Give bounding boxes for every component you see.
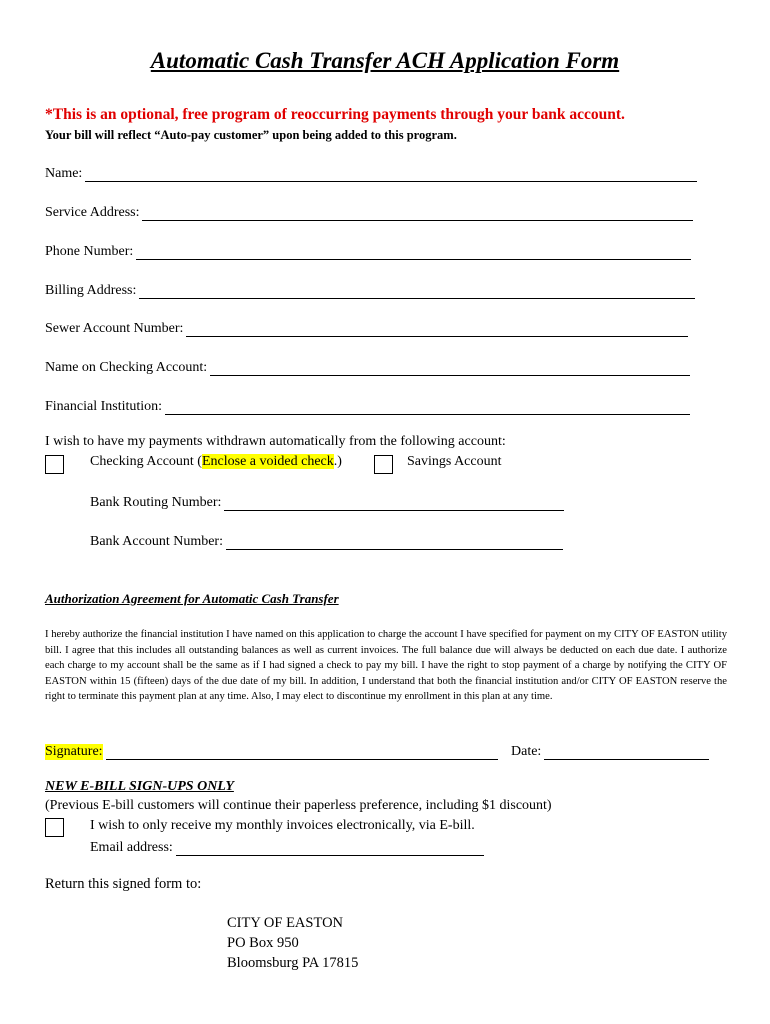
name-on-checking-label: Name on Checking Account:: [45, 360, 208, 375]
service-address-label: Service Address:: [45, 205, 140, 220]
authorization-heading: Authorization Agreement for Automatic Cash Transfer: [45, 591, 339, 606]
service-address-input-line[interactable]: [142, 206, 693, 221]
checking-label-start: Checking Account (: [90, 454, 202, 469]
return-address-line3: Bloomsburg PA 17815: [227, 955, 359, 971]
date-field: [511, 740, 709, 760]
phone-number-label: Phone Number:: [45, 244, 134, 259]
bank-routing-input-line[interactable]: [224, 496, 564, 511]
phone-number-field: [45, 240, 691, 260]
savings-account-checkbox[interactable]: [374, 455, 393, 474]
name-label: Name:: [45, 166, 83, 181]
signature-input-line[interactable]: [106, 745, 498, 760]
return-address-line2: PO Box 950: [227, 935, 299, 951]
auto-pay-notice: Your bill will reflect “Auto-pay customer” upon being added to this program.: [45, 128, 457, 142]
name-field: [45, 162, 697, 182]
sewer-account-number-input-line[interactable]: [186, 322, 688, 337]
billing-address-label: Billing Address:: [45, 283, 137, 298]
signature-label: Signature:: [45, 744, 103, 759]
name-on-checking-field: [45, 356, 690, 376]
signature-field: [45, 740, 498, 760]
return-label: Return this signed form to:: [45, 876, 202, 892]
financial-institution-field: [45, 395, 690, 415]
phone-number-input-line[interactable]: [136, 245, 691, 260]
sewer-account-number-label: Sewer Account Number:: [45, 321, 184, 336]
savings-account-label: Savings Account: [407, 454, 502, 469]
checking-account-checkbox[interactable]: [45, 455, 64, 474]
withdraw-prompt: I wish to have my payments withdrawn automatically from the following account:: [45, 434, 506, 449]
bank-account-input-line[interactable]: [226, 535, 563, 550]
date-label: Date:: [511, 744, 542, 759]
financial-institution-label: Financial Institution:: [45, 399, 163, 414]
checking-label-end: .): [333, 454, 342, 469]
billing-address-input-line[interactable]: [139, 284, 695, 299]
return-address: [227, 913, 358, 973]
sewer-account-number-field: [45, 317, 688, 337]
financial-institution-input-line[interactable]: [165, 400, 690, 415]
email-address-field: [90, 836, 484, 856]
bank-routing-field: [90, 491, 564, 511]
bank-account-label: Bank Account Number:: [90, 534, 223, 549]
optional-program-notice: *This is an optional, free program of reoccurring payments through your bank account.: [45, 106, 625, 123]
name-on-checking-input-line[interactable]: [210, 361, 690, 376]
email-address-label: Email address:: [90, 840, 173, 855]
bank-routing-label: Bank Routing Number:: [90, 495, 222, 510]
form-title: Automatic Cash Transfer ACH Application Form: [150, 48, 620, 73]
authorization-body: I hereby authorize the financial institution I have named on this application to charge the account I have specified for payment on my CITY OF EASTON utility bill. I agree that this includes all outstanding balances as well as current invoices. The full balance due will always be deducted on each due date. I authorize each charge to my account shall be the same as if I had signed a check to pay my bill. I have the right to stop payment of a charge by notifying the CITY OF EASTON within 15 (fifteen) days of the due date of my bill. In addition, I understand that both the financial institution and/or CITY OF EASTON reserve the right to terminate this payment plan at any time. Also, I may elect to discontinue my enrollment in this plan at any time.: [45, 629, 727, 703]
voided-check-highlight: Enclose a voided check: [201, 454, 334, 469]
ebill-checkbox[interactable]: [45, 818, 64, 837]
billing-address-field: [45, 279, 695, 299]
ebill-heading: NEW E-BILL SIGN-UPS ONLY: [45, 779, 234, 794]
service-address-field: [45, 201, 693, 221]
email-address-input-line[interactable]: [176, 841, 484, 856]
name-input-line[interactable]: [85, 167, 697, 182]
return-address-line1: CITY OF EASTON: [227, 915, 344, 931]
date-input-line[interactable]: [544, 745, 709, 760]
checking-account-label: [90, 454, 342, 470]
bank-account-field: [90, 530, 563, 550]
ebill-option-label: I wish to only receive my monthly invoices electronically, via E-bill.: [90, 818, 475, 833]
ebill-note: (Previous E-bill customers will continue their paperless preference, including $1 discount): [45, 798, 552, 813]
